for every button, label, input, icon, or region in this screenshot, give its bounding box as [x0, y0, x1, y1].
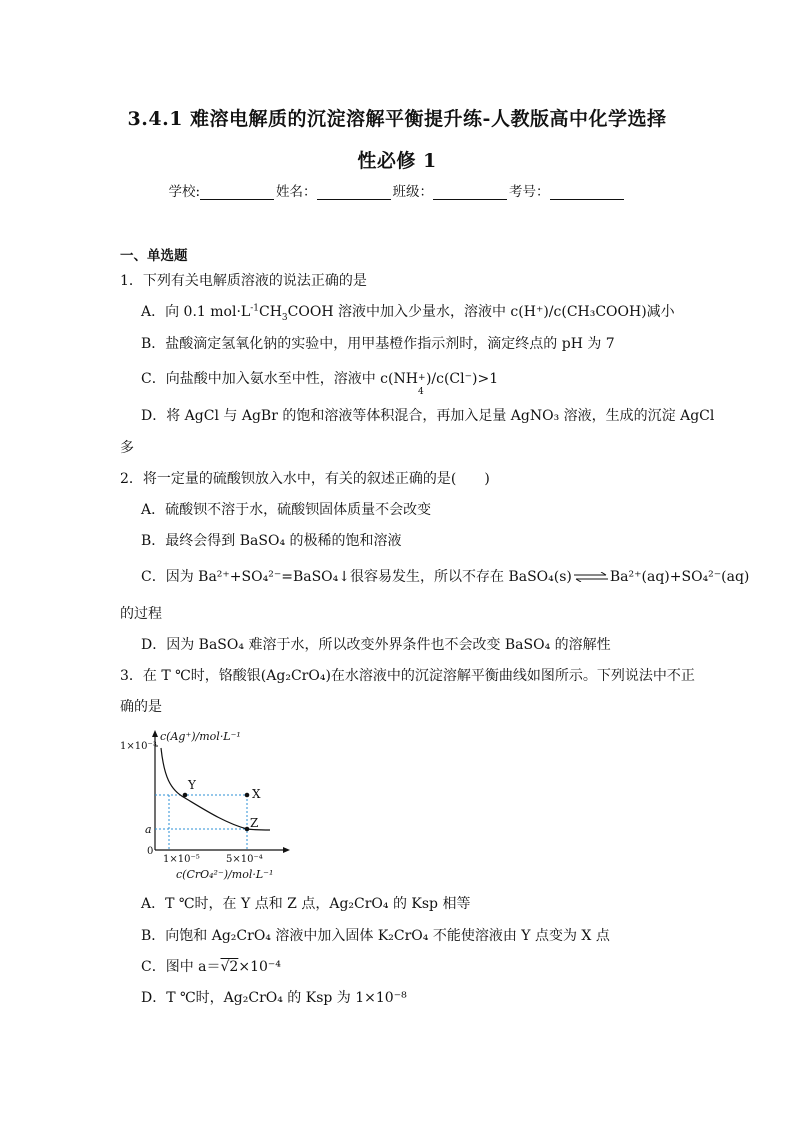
question-2-option-a: A．硫酸钡不溶于水，硫酸钡固体质量不会改变 [141, 502, 432, 518]
question-2-option-b: B．最终会得到 BaSO₄ 的极稀的饱和溶液 [141, 533, 402, 549]
question-2-stem: 2．将一定量的硫酸钡放入水中，有关的叙述正确的是( ) [120, 471, 490, 487]
exam-number-label: 考号： [509, 184, 550, 200]
point-x-label: X [252, 787, 261, 801]
point-y-marker [183, 793, 188, 798]
name-label: 姓名： [276, 184, 317, 200]
x-tick-2-label: 5×10⁻⁴ [226, 854, 263, 865]
y-axis-label: c(Ag⁺)/mol·L⁻¹ [160, 730, 241, 743]
origin-label: 0 [147, 846, 154, 857]
exam-number-blank[interactable] [550, 186, 624, 200]
school-blank[interactable] [200, 186, 274, 200]
x-tick-1-label: 1×10⁻⁵ [163, 854, 200, 865]
point-z-marker [245, 827, 250, 832]
question-3-stem: 3．在 T ℃时，铬酸银(Ag₂CrO₄)在水溶液中的沉淀溶解平衡曲线如图所示。下列说法中不正 [120, 668, 695, 684]
sqrt-two: √2 [220, 959, 239, 975]
question-1-option-d: D．将 AgCl 与 AgBr 的饱和溶液等体积混合，再加入足量 AgNO₃ 溶液，生成的沉淀 AgCl [141, 408, 715, 424]
question-2-option-d: D．因为 BaSO₄ 难溶于水，所以改变外界条件也不会改变 BaSO₄ 的溶解性 [141, 637, 611, 653]
x-axis-label: c(CrO₄²⁻)/mol·L⁻¹ [176, 868, 274, 881]
y-tick-a-label: a [145, 823, 152, 836]
point-x-marker [245, 793, 250, 798]
x-axis-arrow-icon [283, 847, 290, 853]
equilibrium-arrow-icon [572, 572, 610, 582]
question-3-option-c: C．图中 a＝√2×10⁻⁴ [141, 959, 281, 975]
y-tick-top-label: 1×10⁻³ [120, 741, 157, 752]
question-3-option-d: D．T ℃时，Ag₂CrO₄ 的 Ksp 为 1×10⁻⁸ [141, 990, 407, 1006]
question-1-option-a: A．向 0.1 $mol\cdot L^{-1}CH_3COOH$ 溶液中加入少量水，溶液中 c(H⁺)/c(CH₃COOH)减小 [141, 303, 675, 323]
student-info-row [0, 180, 794, 200]
page-title-line2: 性必修 1 [357, 150, 437, 172]
question-3-option-a: A．T ℃时，在 Y 点和 Z 点，Ag₂CrO₄ 的 Ksp 相等 [141, 896, 471, 912]
question-1-option-d-continued: 多 [120, 440, 134, 456]
point-z-label: Z [250, 816, 259, 830]
class-label: 班级： [392, 184, 434, 200]
question-1-stem: 1．下列有关电解质溶液的说法正确的是 [120, 273, 367, 289]
school-label: 学校: [168, 184, 201, 200]
page-title-line1: 3.4.1 难溶电解质的沉淀溶解平衡提升练-人教版高中化学选择 [127, 108, 667, 130]
question-2-option-c: C．因为 Ba²⁺+SO₄²⁻=BaSO₄↓很容易发生，所以不存在 BaSO₄(s) Ba²⁺(aq)+SO₄²⁻(aq) [141, 569, 750, 585]
point-y-label: Y [188, 778, 196, 792]
question-2-option-c-continued: 的过程 [120, 606, 162, 622]
question-3-stem-continued: 确的是 [120, 699, 162, 715]
question-1-option-b: B．盐酸滴定氢氧化钠的实验中，用甲基橙作指示剂时，滴定终点的 pH 为 7 [141, 336, 615, 352]
class-blank[interactable] [433, 186, 507, 200]
question-1-option-c: C．向盐酸中加入氨水至中性，溶液中 c(NH + 4 )/c(Cl⁻)>1 [141, 371, 499, 397]
solubility-curve-figure [110, 728, 310, 888]
question-3-option-b: B．向饱和 Ag₂CrO₄ 溶液中加入固体 K₂CrO₄ 不能使溶液由 Y 点变为 X 点 [141, 928, 610, 944]
section-heading: 一、单选题 [120, 248, 188, 264]
y-axis-arrow-icon [152, 730, 158, 737]
name-blank[interactable] [317, 186, 391, 200]
